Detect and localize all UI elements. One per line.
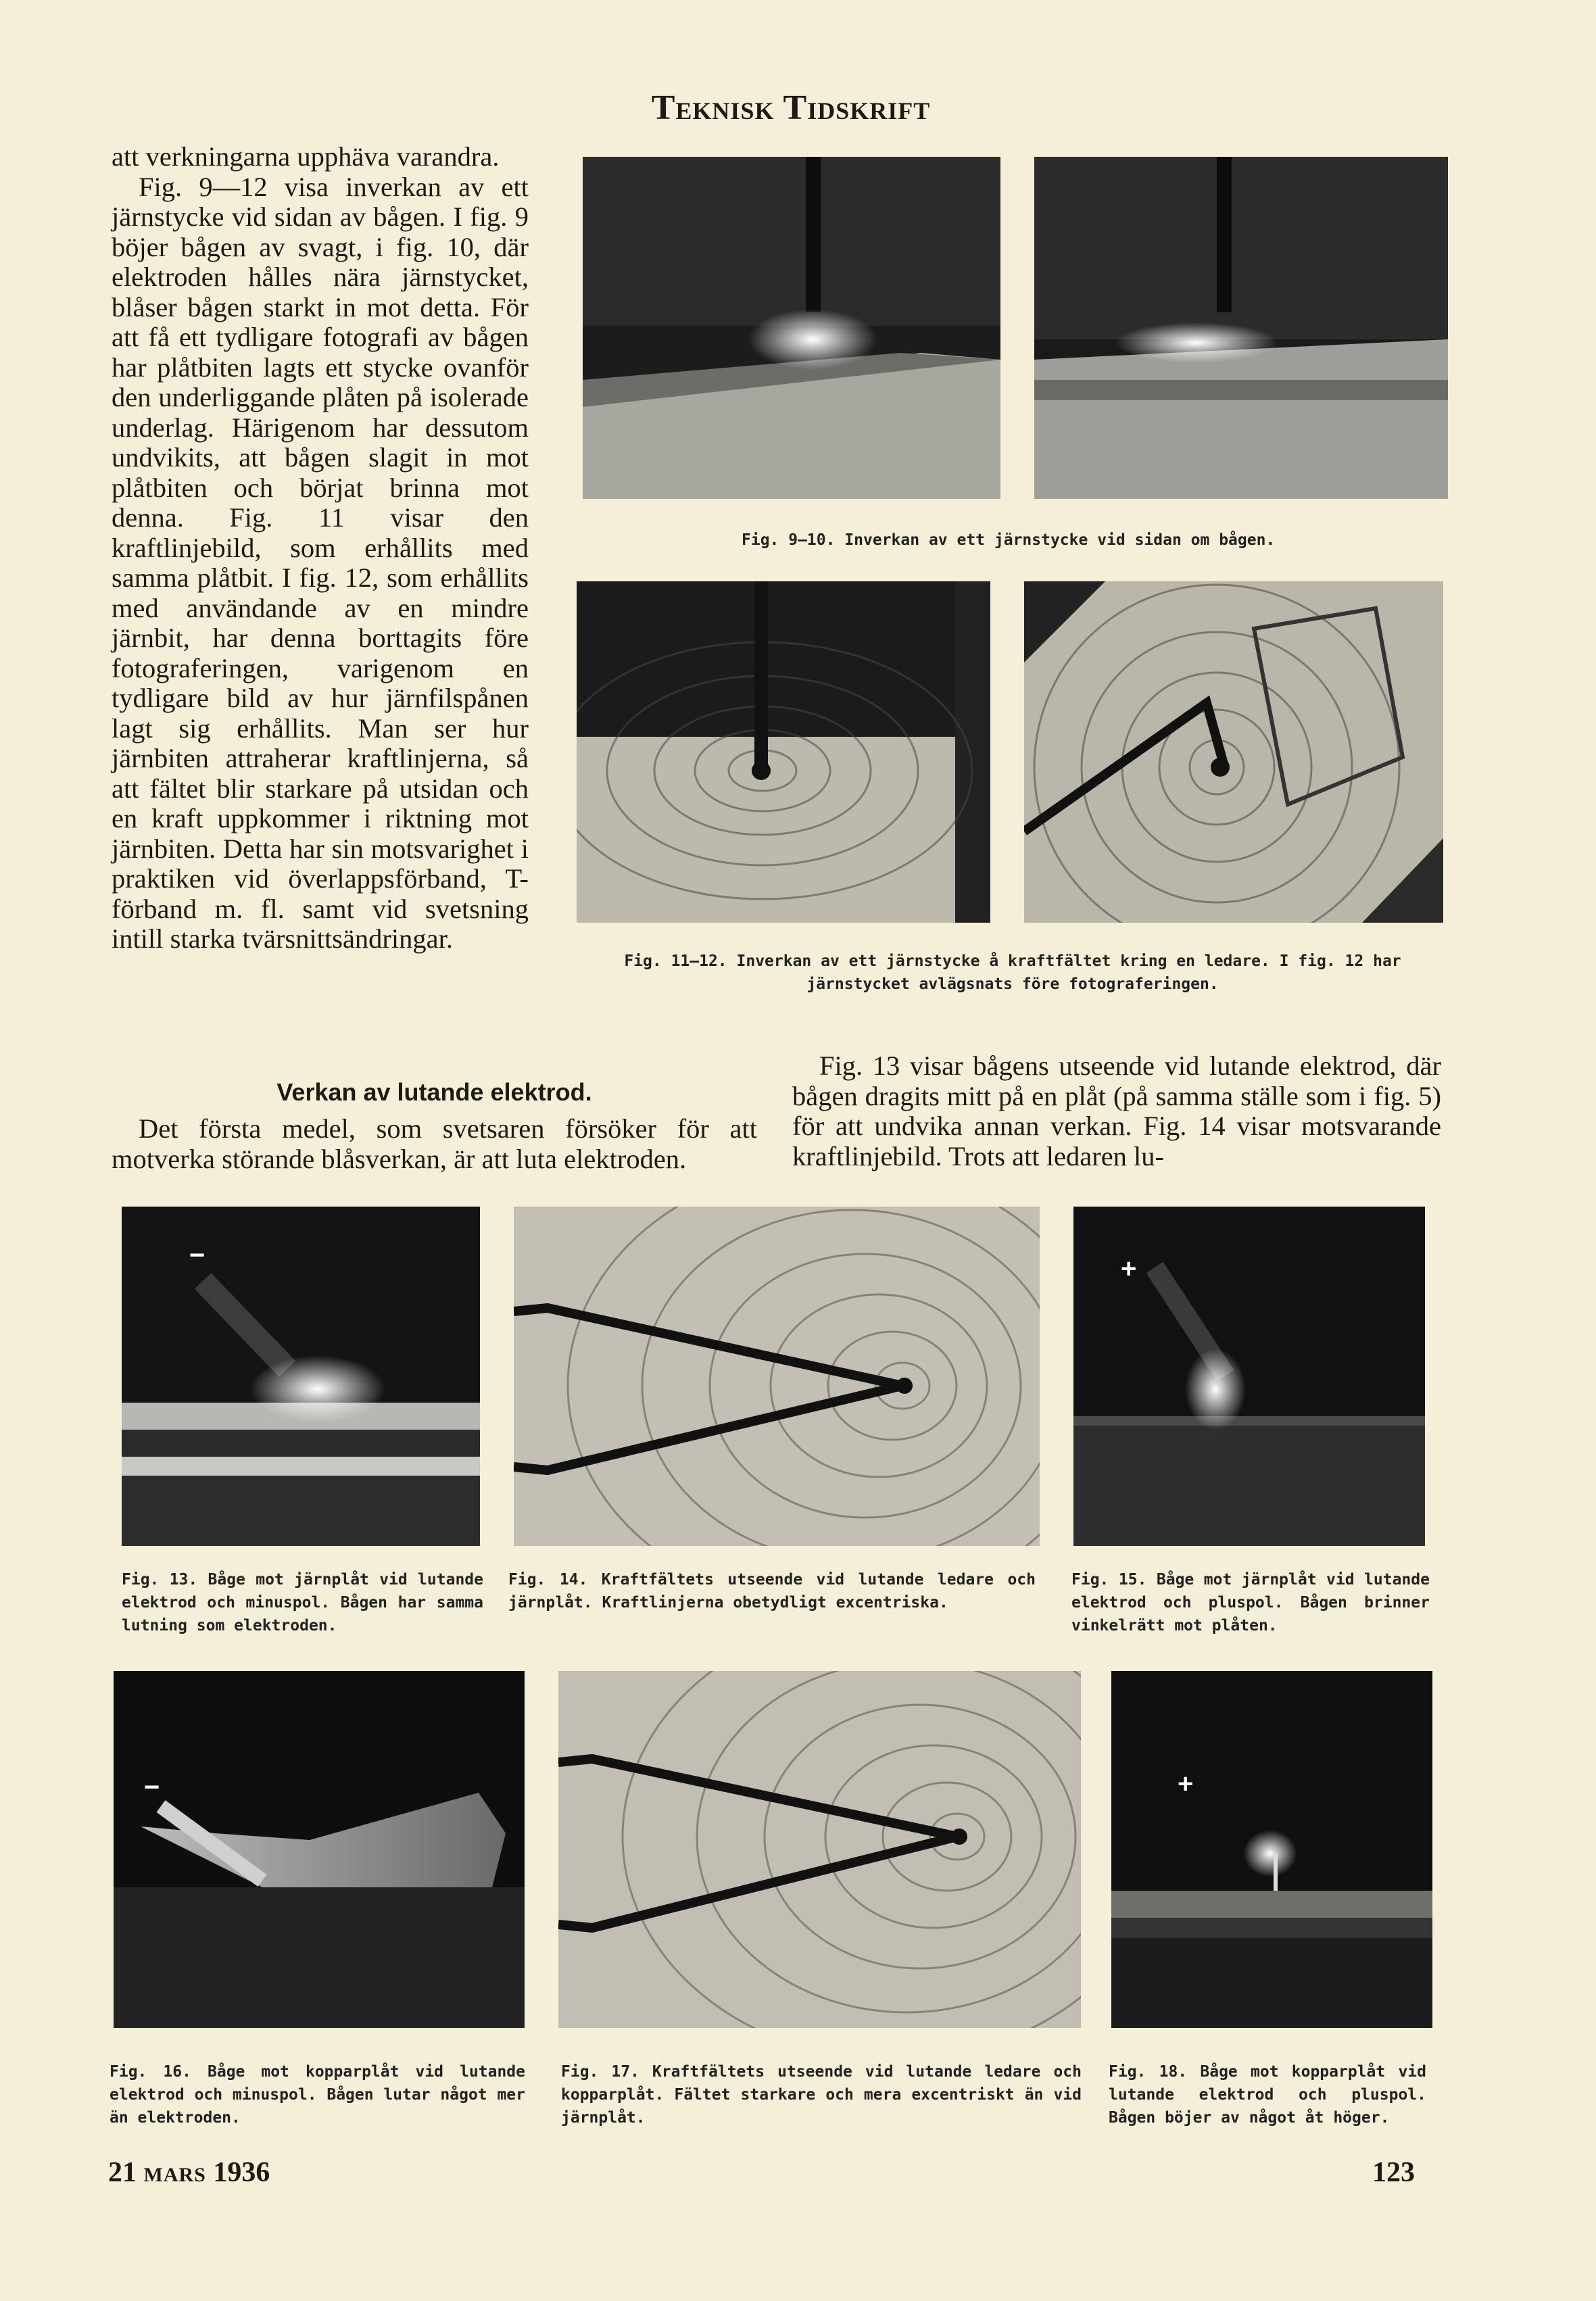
- caption-fig-15: Fig. 15. Båge mot järnplåt vid lutande elektrod och pluspol. Bågen brinner vinkelrätt mot plåten.: [1071, 1571, 1430, 1634]
- caption-fig-13: Fig. 13. Båge mot järnplåt vid lutande elektrod och minuspol. Bågen har samma lutning som elektroden.: [122, 1571, 483, 1634]
- paragraph-continuation: att verkningarna upphäva varandra.: [112, 141, 500, 172]
- section-paragraph-text: Det första medel, som svetsaren försöker för att motverka störande blåsverkan, är att luta elektroden.: [112, 1113, 757, 1174]
- caption-fig-9-10: Fig. 9—10. Inverkan av ett järnstycke vid sidan om bågen.: [742, 531, 1276, 549]
- page-number: 123: [1372, 2157, 1415, 2188]
- caption-fig-14: Fig. 14. Kraftfältets utseende vid lutande ledare och järnplåt. Kraftlinjerna obetydligt excentriska.: [508, 1571, 1036, 1612]
- section-paragraph: [112, 1114, 757, 1174]
- fig-10-photo: [1034, 157, 1448, 499]
- right-column-text: [792, 1051, 1441, 1171]
- fig-15-photo: [1073, 1207, 1425, 1546]
- caption-fig-18: Fig. 18. Båge mot kopparplåt vid lutande elektrod och pluspol. Bågen böjer av något åt höger.: [1109, 2063, 1426, 2127]
- paragraph-fig-9-12: Fig. 9—12 visa inverkan av ett järnstycke vid sidan av bågen. I fig. 9 böjer bågen av svagt, i fig. 10, där elektroden hålles nära järnstycket, blåser bågen starkt in mot detta. För att få ett tydligare fotografi av bågen har plåtbiten lagts ett stycke ovanför den underliggande plåten på isolerade underlag. Härigenom har dessutom undvikits, att bågen slagit in mot plåtbiten och börjat brinna mot denna. Fig. 11 visar den kraftlinjebild, som erhållits med samma plåtbit. I fig. 12, som erhållits med användande av en mindre järnbit, har denna borttagits före fotograferingen, varigenom en tydligare bild av hur järnfilspånen lagt sig erhållits. Man ser hur järnbiten attraherar kraftlinjerna, så att fältet blir starkare på utsidan och en kraft uppkommer i riktning mot järnbiten. Detta har sin motsvarighet i praktiken vid överlappsförband, T-förband m. fl. samt vid svetsning intill starka tvärsnittsändringar.: [112, 171, 529, 954]
- fig-13-photo: [122, 1207, 480, 1546]
- footer-month: MARS: [143, 2164, 206, 2186]
- caption-fig-16: Fig. 16. Båge mot kopparplåt vid lutande elektrod och minuspol. Bågen lutar något mer än elektroden.: [110, 2063, 525, 2127]
- footer-year: 1936: [213, 2157, 270, 2188]
- footer-date: [108, 2156, 270, 2189]
- fig-14-photo: [514, 1207, 1040, 1546]
- caption-fig-17: Fig. 17. Kraftfältets utseende vid lutande ledare och kopparplåt. Fältet starkare och mera excentriskt än vid järnplåt.: [561, 2063, 1082, 2127]
- section-heading: Verkan av lutande elektrod.: [276, 1078, 592, 1106]
- fig-9-photo: [583, 157, 1000, 499]
- minus-pole-mark: −: [189, 1240, 205, 1270]
- minus-pole-mark: −: [144, 1772, 160, 1802]
- fig-17-photo: [558, 1671, 1081, 2028]
- plus-pole-mark: +: [1121, 1254, 1137, 1284]
- left-column-text: [112, 142, 529, 954]
- right-paragraph-text: Fig. 13 visar bågens utseende vid lutande elektrod, där bågen dragits mitt på en plåt (på samma ställe som i fig. 5) för att undvika annan verkan. Fig. 14 visar motsvarande kraftlinjebild. Trots att ledaren lu-: [792, 1050, 1441, 1171]
- plus-pole-mark: +: [1178, 1769, 1194, 1799]
- fig-11-photo: [577, 581, 990, 923]
- journal-masthead: Teknisk Tidskrift: [651, 89, 931, 127]
- fig-12-photo: [1024, 581, 1443, 923]
- footer-day: 21: [108, 2157, 137, 2188]
- fig-18-photo: [1111, 1671, 1432, 2028]
- fig-16-photo: [114, 1671, 525, 2028]
- caption-fig-11-12: Fig. 11—12. Inverkan av ett järnstycke å kraftfältet kring en ledare. I fig. 12 har järnstycket avlägsnats före fotograferingen.: [624, 952, 1401, 993]
